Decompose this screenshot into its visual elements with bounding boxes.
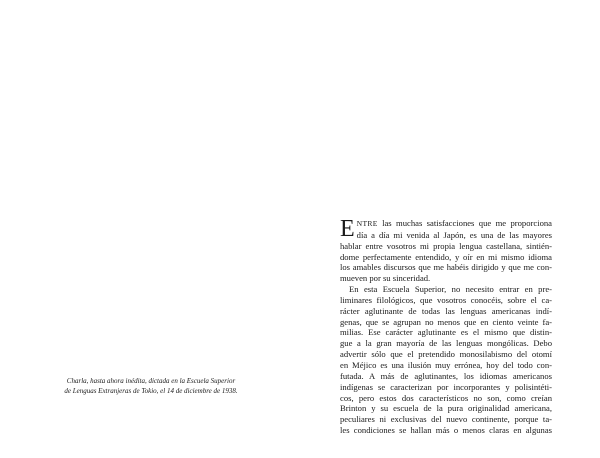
text-line: peculiares ni exclusivas del nuevo continente, porque ta- xyxy=(340,414,552,425)
text-line: cos, pero estos dos característicos no son, como creían xyxy=(340,392,552,403)
text-line: advertir sólo que el pretendido monosilabismo del otomí xyxy=(340,349,552,360)
text-line: rácter aglutinante de todas las lenguas americanas indí- xyxy=(340,305,552,316)
paragraph-1 xyxy=(340,218,552,284)
paragraph-2 xyxy=(340,284,552,436)
text-line: dome perfectamente entendido, y oír en mi mismo idioma xyxy=(340,251,552,262)
text-line: en Méjico es una ilusión muy errónea, hoy del todo con- xyxy=(340,359,552,370)
text-line: futada. A más de aglutinantes, los idiomas americanos xyxy=(340,370,552,381)
text-line: los amables discursos que me habéis dirigido y que me con- xyxy=(340,262,552,273)
footnote xyxy=(20,377,282,396)
text-line: las muchas satisfacciones que me proporciona xyxy=(377,218,552,228)
text-line: gue a la gran mayoría de las lenguas mongólicas. Debo xyxy=(340,338,552,349)
text-line: En esta Escuela Superior, no necesito entrar en pre- xyxy=(349,284,552,295)
text-line: Brinton y su escuela de la pura originalidad americana, xyxy=(340,403,552,414)
text-line: les condiciones se hallan más o menos claras en algunas xyxy=(340,425,552,436)
text-line: genas, que se agrupan no menos que en ciento veinte fa- xyxy=(340,316,552,327)
text-line: mueven por su sinceridad. xyxy=(340,273,431,284)
text-line: indígenas se caracterizan por incorporantes y polisintéti- xyxy=(340,381,552,392)
small-caps-word: NTRE xyxy=(356,219,378,228)
footnote-line: Charla, hasta ahora inédita, dictada en la Escuela Superior xyxy=(66,377,236,385)
text-line: hablar entre vosotros mi propia lengua castellana, sintién- xyxy=(340,240,552,251)
footnote-line: de Lenguas Extranjeras de Tokio, el 14 de diciembre de 1938. xyxy=(64,386,238,395)
text-line: día a día mi venida al Japón, es una de las mayores xyxy=(356,229,552,240)
article-body xyxy=(340,218,552,436)
text-line: liminares filológicos, que vosotros conocéis, sobre el ca- xyxy=(340,294,552,305)
drop-cap: E xyxy=(340,216,355,242)
text-line: milias. Ese carácter aglutinante es el mismo que distin- xyxy=(340,327,552,338)
